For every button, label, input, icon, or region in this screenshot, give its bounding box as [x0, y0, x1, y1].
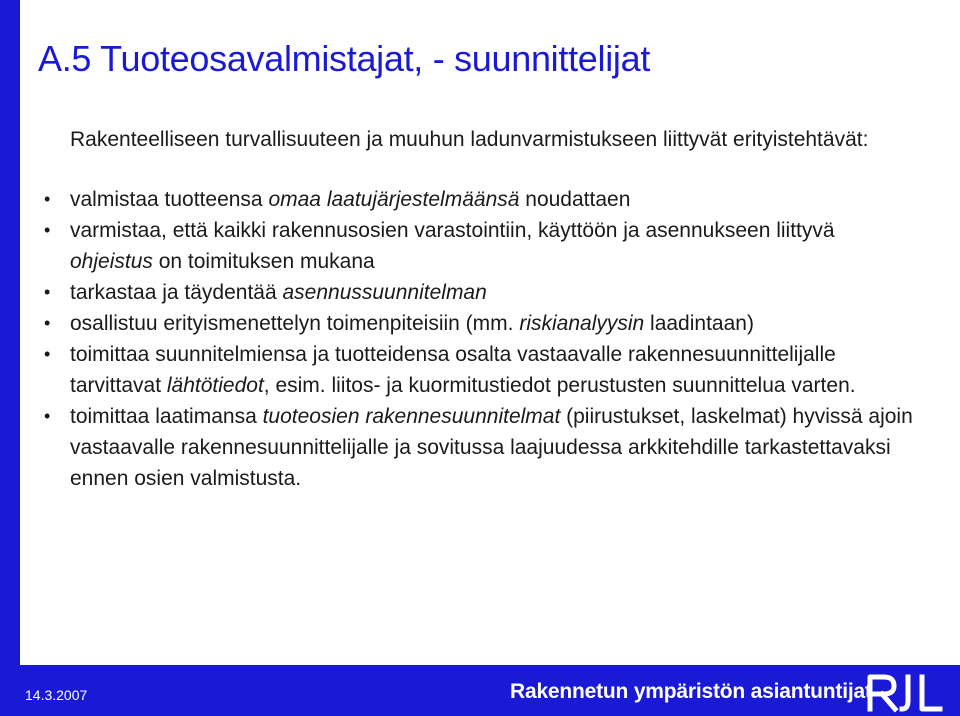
bullet-emphasis: tuoteosien rakennesuunnitelmat — [262, 405, 561, 428]
bullet-item — [70, 215, 920, 277]
bullet-item — [70, 401, 920, 494]
bullet-emphasis: ohjeistus — [70, 250, 153, 273]
footer-organization: Rakennetun ympäristön asiantuntijat — [510, 680, 872, 703]
bullet-emphasis: omaa laatujärjestelmäänsä — [268, 188, 520, 211]
bullet-text: valmistaa tuotteensa — [70, 188, 269, 211]
bullet-text: toimittaa suunnitelmiensa ja tuotteidensa osalta vastaavalle rakennesuunnittelijalle tarvittavat — [70, 343, 836, 397]
bullet-text: noudattaen — [519, 188, 631, 211]
side-accent-bar — [0, 0, 20, 665]
bullet-text: toimittaa laatimansa — [70, 405, 263, 428]
footer-bar — [0, 665, 960, 716]
bullet-text: on toimituksen mukana — [152, 250, 375, 273]
bullet-item — [70, 308, 920, 339]
ril-logo — [862, 671, 946, 713]
bullet-item — [70, 184, 920, 215]
bullet-text: tarkastaa ja täydentää — [70, 281, 283, 304]
bullet-list — [70, 184, 920, 494]
bullet-emphasis: lähtötiedot — [166, 374, 264, 397]
intro-text: Rakenteelliseen turvallisuuteen ja muuhun ladunvarmistukseen liittyvät erityistehtävät: — [70, 128, 869, 151]
footer-date: 14.3.2007 — [25, 687, 88, 703]
bullet-text: (piirustukset, laskelmat) hyvissä ajoin vastaavalle rakennesuunnittelijalle ja sovitussa laajuudessa arkkitehdille tarkastettavaksi ennen osien valmistusta. — [70, 405, 913, 490]
bullet-text: varmistaa, että kaikki rakennusosien varastointiin, käyttöön ja asennukseen liittyvä — [70, 219, 835, 242]
bullet-emphasis: riskianalyysin — [519, 312, 645, 335]
bullet-item — [70, 339, 920, 401]
bullet-emphasis: asennussuunnitelman — [282, 281, 487, 304]
bullet-item — [70, 277, 920, 308]
bullet-text: osallistuu erityismenettelyn toimenpiteisiin (mm. — [70, 312, 520, 335]
bullet-text: laadintaan) — [644, 312, 754, 335]
slide-content — [70, 124, 920, 494]
bullet-text: , esim. liitos- ja kuormitustiedot perustusten suunnittelua varten. — [263, 374, 856, 397]
slide-title: A.5 Tuoteosavalmistajat, - suunnittelijat — [38, 38, 651, 79]
